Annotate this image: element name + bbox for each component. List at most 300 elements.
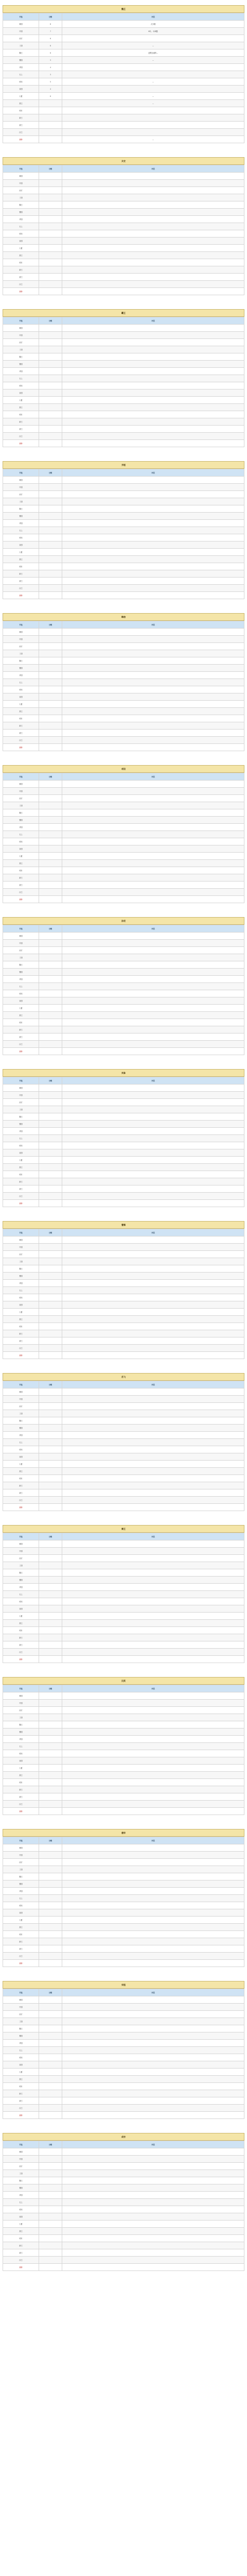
row-comment (62, 1714, 244, 1721)
row-score (39, 505, 62, 513)
column-header: 节选 (3, 13, 39, 21)
row-score (39, 1294, 62, 1301)
table-row (3, 781, 244, 788)
row-label: 唐王 (3, 1945, 39, 1953)
row-label: 三国 (3, 194, 39, 201)
row-score: 3 (39, 57, 62, 64)
row-label: 唐王 (3, 730, 39, 737)
row-comment (62, 954, 244, 961)
row-score (39, 1475, 62, 1482)
row-comment (62, 1598, 244, 1605)
row-score: 5 (39, 78, 62, 86)
table-row (3, 1178, 244, 1185)
table-row (3, 382, 244, 389)
table-row (3, 411, 244, 418)
row-score (39, 896, 62, 903)
table-row (3, 874, 244, 882)
row-score (39, 288, 62, 295)
row-comment (62, 1019, 244, 1026)
row-label: 大夏 (3, 1917, 39, 1924)
row-label: 大夏 (3, 1157, 39, 1164)
row-comment (62, 933, 244, 940)
row-score (39, 1468, 62, 1475)
row-comment (62, 2112, 244, 2119)
row-score (39, 1641, 62, 1649)
row-comment (62, 1171, 244, 1178)
row-score (39, 1866, 62, 1873)
row-comment (62, 433, 244, 440)
row-comment (62, 513, 244, 520)
row-comment (62, 1251, 244, 1258)
score-block (3, 5, 244, 143)
table-row (3, 1641, 244, 1649)
row-label: 华国 (3, 824, 39, 831)
row-comment (62, 288, 244, 295)
row-score (39, 1931, 62, 1938)
table-row (3, 1294, 244, 1301)
row-label: 汉王 (3, 1953, 39, 1960)
row-label: 唐王 (3, 882, 39, 889)
table-row (3, 2018, 244, 2025)
table-row (3, 1880, 244, 1888)
row-comment (62, 1866, 244, 1873)
table-row (3, 708, 244, 715)
table-row (3, 722, 244, 730)
row-label: 石上 (3, 1439, 39, 1446)
table-row (3, 1765, 244, 1772)
row-score (39, 686, 62, 693)
table-row (3, 1801, 244, 1808)
table-row (3, 1504, 244, 1511)
row-label: 西方 (3, 2011, 39, 2018)
row-score (39, 715, 62, 722)
row-comment (62, 1917, 244, 1924)
row-label: 新王 (3, 874, 39, 882)
row-score (39, 1251, 62, 1258)
table-row (3, 643, 244, 650)
row-comment (62, 990, 244, 997)
column-header: 评语 (62, 1381, 244, 1388)
row-score (39, 1489, 62, 1497)
row-label: 汉王 (3, 1801, 39, 1808)
table-row (3, 1135, 244, 1142)
row-score (39, 1765, 62, 1772)
row-label: 大夏 (3, 2069, 39, 2076)
table-row (3, 173, 244, 180)
row-comment (62, 1692, 244, 1700)
table-row (3, 2156, 244, 2163)
row-comment (62, 1461, 244, 1468)
row-label: 新王 (3, 1482, 39, 1489)
row-comment (62, 1041, 244, 1048)
score-table (3, 621, 244, 751)
row-score (39, 693, 62, 701)
column-header: 分数 (39, 13, 62, 21)
row-score (39, 643, 62, 650)
table-row (3, 1149, 244, 1157)
table-row (3, 2097, 244, 2105)
row-comment (62, 2040, 244, 2047)
row-label: 蜀国 (3, 1273, 39, 1280)
block-title: 秦王 (3, 1525, 244, 1533)
score-table (3, 1533, 244, 1663)
table-row (3, 1352, 244, 1359)
table-row (3, 1902, 244, 1909)
table-row (3, 1540, 244, 1548)
row-label: 明月 (3, 1627, 39, 1634)
table-row (3, 1728, 244, 1736)
table-row (3, 1200, 244, 1207)
table-row (3, 2257, 244, 2264)
row-score (39, 1996, 62, 2004)
table-header-row (3, 773, 244, 781)
row-label: 明月 (3, 2235, 39, 2242)
column-header: 节选 (3, 1077, 39, 1084)
row-comment (62, 2069, 244, 2076)
row-score (39, 1945, 62, 1953)
table-row (3, 1316, 244, 1323)
block-title: 汉武 (3, 1677, 244, 1685)
row-score (39, 2090, 62, 2097)
row-comment (62, 983, 244, 990)
row-comment (62, 230, 244, 238)
row-label: 明末 (3, 1750, 39, 1757)
row-score (39, 1041, 62, 1048)
row-comment (62, 1099, 244, 1106)
row-comment (62, 1721, 244, 1728)
row-score (39, 845, 62, 853)
row-score (39, 1793, 62, 1801)
row-label: 燕王 (3, 1316, 39, 1323)
row-score (39, 1613, 62, 1620)
row-score (39, 2163, 62, 2170)
table-row (3, 245, 244, 252)
row-label: 明月 (3, 1931, 39, 1938)
row-label: 新王 (3, 1634, 39, 1641)
row-score (39, 1258, 62, 1265)
table-row (3, 1757, 244, 1765)
row-score (39, 1287, 62, 1294)
row-comment (62, 744, 244, 751)
row-score (39, 259, 62, 266)
row-comment (62, 693, 244, 701)
table-row (3, 976, 244, 983)
table-row (3, 824, 244, 831)
table-row (3, 201, 244, 209)
row-label: 三国 (3, 2170, 39, 2177)
column-header: 分数 (39, 1989, 62, 1996)
row-comment (62, 2184, 244, 2192)
row-score (39, 1164, 62, 1171)
row-label: 三国 (3, 802, 39, 809)
row-comment (62, 1489, 244, 1497)
row-score (39, 2199, 62, 2206)
block-title: 宋祖 (3, 1981, 244, 1989)
table-row (3, 1548, 244, 1555)
row-score (39, 874, 62, 882)
row-label: 蜀国 (3, 513, 39, 520)
row-comment (62, 1859, 244, 1866)
row-label: 明月 (3, 1475, 39, 1482)
row-label: 西方 (3, 1859, 39, 1866)
row-comment (62, 1844, 244, 1852)
row-comment (62, 216, 244, 223)
row-score (39, 1750, 62, 1757)
row-score (39, 1938, 62, 1945)
row-comment (62, 585, 244, 592)
row-label: 合计 (3, 1656, 39, 1663)
column-header: 评语 (62, 13, 244, 21)
row-label: 韩国 (3, 1236, 39, 1244)
row-score (39, 346, 62, 353)
row-label: 蜀国 (3, 209, 39, 216)
table-row (3, 1482, 244, 1489)
row-comment (62, 1026, 244, 1033)
row-score (39, 440, 62, 447)
table-row (3, 1852, 244, 1859)
table-row (3, 1164, 244, 1171)
row-comment (62, 1996, 244, 2004)
table-row (3, 1736, 244, 1743)
row-comment (62, 339, 244, 346)
row-comment (62, 1577, 244, 1584)
row-score (39, 274, 62, 281)
row-label: 三国 (3, 42, 39, 49)
row-label: 华国 (3, 520, 39, 527)
table-row (3, 1866, 244, 1873)
row-label: 西方 (3, 947, 39, 954)
row-label: 宋国 (3, 1301, 39, 1309)
table-row (3, 2249, 244, 2257)
table-row (3, 1649, 244, 1656)
score-block (3, 1069, 244, 1207)
row-comment (62, 35, 244, 42)
column-header: 节选 (3, 1533, 39, 1540)
row-score (39, 2097, 62, 2105)
row-comment (62, 2221, 244, 2228)
table-row (3, 513, 244, 520)
row-comment (62, 2025, 244, 2032)
table-row (3, 1584, 244, 1591)
table-header-row (3, 1229, 244, 1236)
row-label: 蜀国 (3, 1577, 39, 1584)
row-label: 大夏 (3, 853, 39, 860)
row-label: 明月 (3, 1323, 39, 1330)
row-label: 中国 (3, 636, 39, 643)
row-label: 中国 (3, 1852, 39, 1859)
row-score (39, 882, 62, 889)
row-comment (62, 976, 244, 983)
row-label: 合计 (3, 2264, 39, 2271)
row-label: 明末 (3, 78, 39, 86)
row-comment (62, 997, 244, 1005)
row-score (39, 353, 62, 361)
row-score (39, 1012, 62, 1019)
row-score (39, 1808, 62, 1815)
row-comment (62, 1092, 244, 1099)
block-title: 霸王 (3, 309, 244, 317)
row-comment: … (62, 93, 244, 100)
row-label: 石上 (3, 1135, 39, 1142)
table-row (3, 1019, 244, 1026)
table-row (3, 2213, 244, 2221)
table-row (3, 42, 244, 49)
table-row (3, 2221, 244, 2228)
table-row (3, 1446, 244, 1453)
row-score (39, 2242, 62, 2249)
table-row (3, 1627, 244, 1634)
table-row (3, 266, 244, 274)
row-label: 大夏 (3, 245, 39, 252)
table-row (3, 1012, 244, 1019)
table-row (3, 961, 244, 969)
row-label: 中国 (3, 28, 39, 35)
row-label: 燕王 (3, 2076, 39, 2083)
row-score (39, 209, 62, 216)
row-score (39, 1309, 62, 1316)
row-score (39, 1193, 62, 1200)
score-table (3, 1989, 244, 2119)
row-score (39, 194, 62, 201)
row-comment (62, 397, 244, 404)
row-score (39, 838, 62, 845)
row-score (39, 1909, 62, 1917)
row-label: 明末 (3, 534, 39, 541)
row-label: 西方 (3, 1403, 39, 1410)
column-header: 节选 (3, 1989, 39, 1996)
row-label: 石上 (3, 71, 39, 78)
row-score (39, 411, 62, 418)
row-score (39, 1425, 62, 1432)
row-comment (62, 1178, 244, 1185)
row-label: 宋国 (3, 2213, 39, 2221)
row-label: 大夏 (3, 1309, 39, 1316)
row-score (39, 1092, 62, 1099)
row-comment (62, 1620, 244, 1627)
row-label: 三国 (3, 346, 39, 353)
row-score: 6 (39, 93, 62, 100)
table-row (3, 1598, 244, 1605)
row-score (39, 954, 62, 961)
table-row (3, 230, 244, 238)
row-comment (62, 368, 244, 375)
row-comment (62, 2018, 244, 2025)
row-label: 西方 (3, 2163, 39, 2170)
row-score (39, 1033, 62, 1041)
table-header-row (3, 165, 244, 173)
row-comment (62, 2011, 244, 2018)
row-score (39, 2148, 62, 2156)
row-score (39, 730, 62, 737)
row-comment (62, 1548, 244, 1555)
row-comment (62, 1931, 244, 1938)
row-comment: 大分数 (62, 21, 244, 28)
row-comment (62, 1309, 244, 1316)
block-title: 岳飞 (3, 1373, 244, 1381)
row-score (39, 708, 62, 715)
score-table (3, 165, 244, 295)
table-row (3, 1121, 244, 1128)
row-label: 明末 (3, 1446, 39, 1453)
table-row (3, 2061, 244, 2069)
table-row (3, 629, 244, 636)
row-score (39, 187, 62, 194)
table-row (3, 346, 244, 353)
row-label: 汉王 (3, 1497, 39, 1504)
row-score (39, 527, 62, 534)
table-row (3, 954, 244, 961)
score-block (3, 1221, 244, 1359)
table-row (3, 353, 244, 361)
table-header-row (3, 1837, 244, 1844)
row-label: 中国 (3, 1092, 39, 1099)
row-score (39, 1157, 62, 1164)
row-label: 蜀国 (3, 1880, 39, 1888)
table-row (3, 1808, 244, 1815)
table-row (3, 795, 244, 802)
row-label: 蜀国 (3, 1121, 39, 1128)
row-score (39, 252, 62, 259)
row-score (39, 1432, 62, 1439)
row-label: 三国 (3, 2018, 39, 2025)
row-score (39, 1577, 62, 1584)
row-label: 魏王 (3, 1417, 39, 1425)
column-header: 分数 (39, 1533, 62, 1540)
column-header: 节选 (3, 469, 39, 477)
row-score (39, 361, 62, 368)
row-label: 燕王 (3, 2228, 39, 2235)
row-comment (62, 1938, 244, 1945)
score-table (3, 925, 244, 1055)
row-label: 燕王 (3, 1772, 39, 1779)
row-label: 韩国 (3, 325, 39, 332)
row-score (39, 809, 62, 817)
table-row (3, 78, 244, 86)
row-label: 西方 (3, 1251, 39, 1258)
row-label: 韩国 (3, 1084, 39, 1092)
row-score (39, 1330, 62, 1337)
row-score: 8 (39, 21, 62, 28)
table-header-row (3, 1685, 244, 1692)
table-row (3, 693, 244, 701)
table-row (3, 990, 244, 997)
row-comment (62, 1149, 244, 1157)
column-header: 分数 (39, 1837, 62, 1844)
row-score (39, 1591, 62, 1598)
row-comment (62, 1641, 244, 1649)
row-label: 蜀国 (3, 361, 39, 368)
table-row (3, 570, 244, 578)
row-comment (62, 1432, 244, 1439)
table-row (3, 636, 244, 643)
table-row (3, 809, 244, 817)
row-comment (62, 722, 244, 730)
row-comment (62, 534, 244, 541)
row-label: 中国 (3, 2004, 39, 2011)
row-comment (62, 346, 244, 353)
table-row (3, 1026, 244, 1033)
row-score (39, 332, 62, 339)
table-row (3, 1873, 244, 1880)
column-header: 分数 (39, 2141, 62, 2148)
column-header: 节选 (3, 1229, 39, 1236)
row-comment: 6分，小问题 (62, 28, 244, 35)
score-block (3, 1525, 244, 1663)
table-header-row (3, 925, 244, 933)
row-comment (62, 563, 244, 570)
row-comment (62, 1121, 244, 1128)
column-header: 节选 (3, 925, 39, 933)
